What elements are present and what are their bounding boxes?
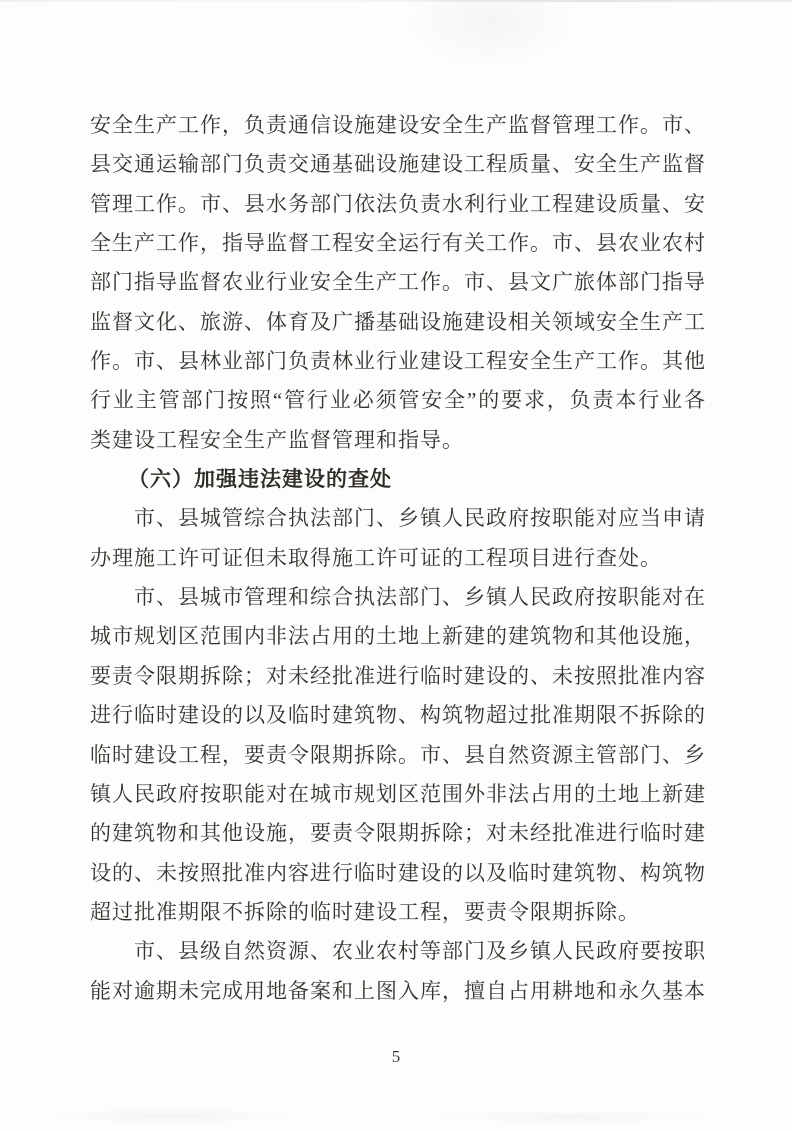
- text-line: 设的、未按照批准内容进行临时建设的以及临时建筑物、构筑物: [90, 860, 706, 885]
- text-line: 进行临时建设的以及临时建筑物、构筑物超过批准期限不拆除的: [90, 703, 706, 728]
- text-line: 行业主管部门按照“管行业必须管安全”的要求，负责本行业各: [90, 388, 706, 413]
- scan-smudge: [40, 1108, 300, 1124]
- text-line: 镇人民政府按职能对在城市规划区范围外非法占用的土地上新建: [90, 781, 706, 806]
- text-line: 的建筑物和其他设施，要责令限期拆除；对未经批准进行临时建: [90, 821, 706, 846]
- text-line: 市、县城市管理和综合执法部门、乡镇人民政府按职能对在: [134, 585, 706, 610]
- text-line: 超过批准期限不拆除的临时建设工程，要责令限期拆除。: [90, 899, 640, 924]
- text-line: 全生产工作，指导监督工程安全运行有关工作。市、县农业农村: [90, 231, 706, 256]
- text-line: 监督文化、旅游、体育及广播基础设施建设相关领域安全生产工: [90, 309, 706, 334]
- text-line: 县交通运输部门负责交通基础设施建设工程质量、安全生产监督: [90, 152, 706, 177]
- text-line: 安全生产工作，负责通信设施建设安全生产监督管理工作。市、: [90, 113, 706, 137]
- text-line: 市、县城管综合执法部门、乡镇人民政府按职能对应当申请: [134, 506, 706, 531]
- page-number: 5: [391, 1047, 401, 1066]
- text-line: 市、县级自然资源、农业农村等部门及乡镇人民政府要按职: [134, 939, 706, 964]
- text-line: 管理工作。市、县水务部门依法负责水利行业工程建设质量、安: [90, 191, 706, 216]
- scan-edge-artifact: [0, 0, 792, 2]
- body-text-block: [90, 106, 706, 1011]
- text-line: 办理施工许可证但未取得施工许可证的工程项目进行查处。: [90, 545, 662, 570]
- section-heading: （六）加强违法建设的查处: [128, 467, 392, 492]
- text-line: 城市规划区范围内非法占用的土地上新建的建筑物和其他设施，: [90, 624, 706, 649]
- text-line: 部门指导监督农业行业安全生产工作。市、县文广旅体部门指导: [90, 270, 706, 295]
- scan-smudge: [405, 0, 575, 70]
- text-line: 要责令限期拆除；对未经批准进行临时建设的、未按照批准内容: [90, 663, 706, 688]
- text-line: 类建设工程安全生产监督管理和指导。: [90, 427, 464, 452]
- text-line: 作。市、县林业部门负责林业行业建设工程安全生产工作。其他: [90, 349, 706, 374]
- scan-smudge: [420, 1110, 720, 1124]
- text-line: 能对逾期未完成用地备案和上图入库，擅自占用耕地和永久基本: [90, 978, 706, 1003]
- text-line: 临时建设工程，要责令限期拆除。市、县自然资源主管部门、乡: [90, 742, 706, 767]
